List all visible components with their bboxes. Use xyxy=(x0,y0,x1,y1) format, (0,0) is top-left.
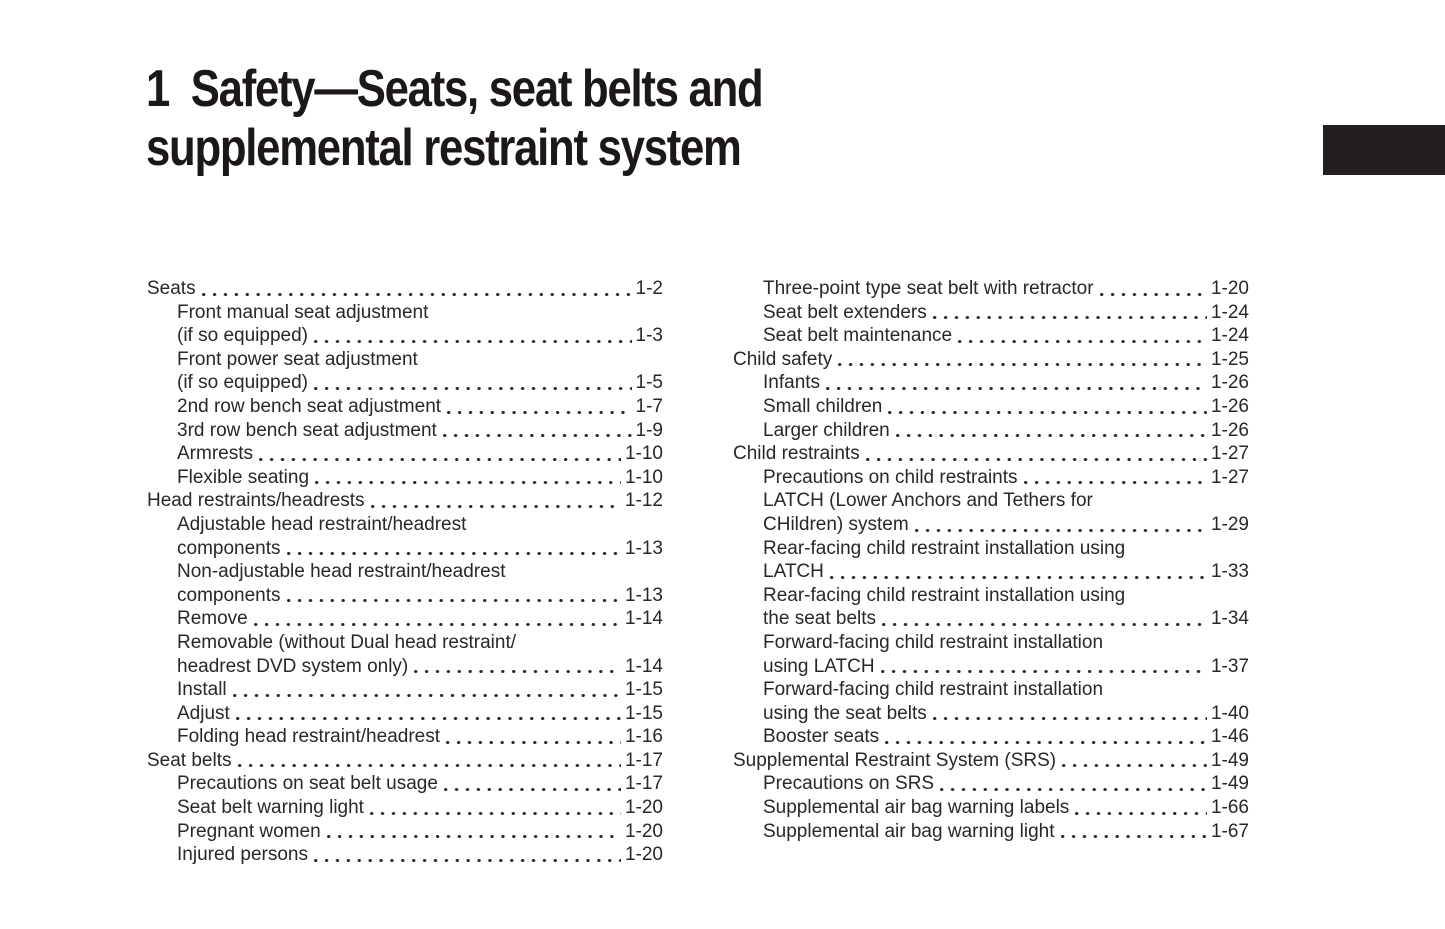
toc-page-number: 1-15 xyxy=(624,679,663,701)
toc-entry-lastline xyxy=(147,489,663,513)
dot-leader xyxy=(322,820,624,844)
toc-entry xyxy=(147,772,663,796)
toc-entry-label: Precautions on seat belt usage xyxy=(177,773,438,795)
toc-page-number: 1-15 xyxy=(624,702,663,724)
dot-leader xyxy=(876,655,1210,679)
dot-leader xyxy=(833,348,1210,372)
toc-entry-lastline xyxy=(733,820,1249,844)
toc-entry-label: using the seat belts xyxy=(763,702,927,724)
toc-page-number: 1-13 xyxy=(624,537,663,559)
toc-entry-label: Adjustable head restraint/headrest xyxy=(177,513,467,535)
toc-entry-lastline xyxy=(733,442,1249,466)
toc-entry-lastline xyxy=(147,395,663,419)
toc-entry xyxy=(147,631,663,678)
toc-entry xyxy=(147,560,663,607)
toc-entry-label: Seat belt maintenance xyxy=(763,325,953,347)
toc-entry xyxy=(147,725,663,749)
toc-entry-label: Seats xyxy=(147,278,196,299)
dot-leader xyxy=(282,584,624,608)
toc-page-number: 1-17 xyxy=(624,773,663,795)
dot-leader xyxy=(439,772,624,796)
toc-entry xyxy=(147,277,663,301)
toc-page-number: 1-34 xyxy=(1210,608,1249,630)
dot-leader xyxy=(1095,277,1210,301)
toc-entry-lastline xyxy=(147,678,663,702)
toc-page-number: 1-12 xyxy=(624,490,663,512)
toc-entry-lastline xyxy=(147,324,663,348)
toc-entry xyxy=(733,725,1249,749)
toc-entry-lastline xyxy=(147,843,663,867)
dot-leader xyxy=(309,324,635,348)
toc-page-number: 1-27 xyxy=(1210,466,1249,488)
toc-page-number: 1-26 xyxy=(1210,395,1249,417)
toc-entry xyxy=(147,419,663,443)
toc-entry xyxy=(147,466,663,490)
toc-entry-label: Rear-facing child restraint installation using xyxy=(763,584,1126,606)
toc-entry-label: components xyxy=(177,537,281,559)
toc-entry-line xyxy=(147,560,663,584)
toc-entry xyxy=(733,324,1249,348)
dot-leader xyxy=(877,607,1210,631)
toc-entry xyxy=(733,419,1249,443)
toc-entry-lastline xyxy=(733,466,1249,490)
toc-page-number: 1-49 xyxy=(1210,773,1249,795)
dot-leader xyxy=(309,843,624,867)
toc-page-number: 1-25 xyxy=(1210,348,1249,370)
toc-entry-label: Front power seat adjustment xyxy=(177,348,418,370)
toc-entry-label: Precautions on SRS xyxy=(763,773,935,795)
toc-entry-label: Seat belt warning light xyxy=(177,797,364,819)
toc-entry-label: Supplemental air bag warning light xyxy=(763,820,1055,842)
toc-page-number: 1-14 xyxy=(624,608,663,630)
toc-entry-line xyxy=(147,348,663,372)
dot-leader xyxy=(442,395,634,419)
chapter-title-line-2: supplemental restraint system xyxy=(146,119,741,177)
toc-entry-label: the seat belts xyxy=(763,608,877,630)
toc-entry-lastline xyxy=(733,419,1249,443)
toc-page-number: 1-37 xyxy=(1210,655,1249,677)
dot-leader xyxy=(366,489,624,513)
dot-leader xyxy=(953,324,1210,348)
toc-page-number: 1-17 xyxy=(624,749,663,771)
toc-entry-lastline xyxy=(733,371,1249,395)
toc-entry-label: Head restraints/headrests xyxy=(147,490,365,512)
toc-page-number: 1-10 xyxy=(624,466,663,488)
dot-leader xyxy=(880,725,1210,749)
toc-page-number: 1-24 xyxy=(1210,301,1249,323)
toc-entry xyxy=(733,301,1249,325)
dot-leader xyxy=(438,419,635,443)
toc-entry-label: Non-adjustable head restraint/headrest xyxy=(177,561,506,583)
toc-page-number: 1-20 xyxy=(624,844,663,866)
dot-leader xyxy=(309,371,635,395)
toc-page-number: 1-29 xyxy=(1210,513,1249,535)
toc-entry xyxy=(733,442,1249,466)
toc-column-right xyxy=(733,277,1249,867)
toc-entry-lastline xyxy=(733,395,1249,419)
toc-entry-lastline xyxy=(733,772,1249,796)
toc-page-number: 1-26 xyxy=(1210,372,1249,394)
toc-entry-lastline xyxy=(147,584,663,608)
toc-entry-label: (if so equipped) xyxy=(177,325,308,347)
dot-leader xyxy=(928,702,1210,726)
chapter-tab-marker xyxy=(1323,125,1445,175)
toc-entry xyxy=(733,772,1249,796)
dot-leader xyxy=(883,395,1210,419)
toc-entry-label: Folding head restraint/headrest xyxy=(177,726,440,748)
toc-entry-lastline xyxy=(147,442,663,466)
dot-leader xyxy=(1070,796,1210,820)
toc-entry-lastline xyxy=(147,725,663,749)
toc-entry-lastline xyxy=(147,371,663,395)
toc-entry-lastline xyxy=(733,301,1249,325)
toc-entry-lastline xyxy=(733,655,1249,679)
toc-entry-line xyxy=(733,489,1249,513)
toc-entry xyxy=(147,702,663,726)
toc-entry-line xyxy=(147,631,663,655)
toc-entry-lastline xyxy=(733,277,1249,301)
toc-entry-lastline xyxy=(733,513,1249,537)
toc-page-number: 1-14 xyxy=(624,655,663,677)
toc-entry-line xyxy=(147,301,663,325)
toc-entry-label: 3rd row bench seat adjustment xyxy=(177,419,437,441)
toc-entry-label: Install xyxy=(177,679,227,701)
toc-entry xyxy=(147,607,663,631)
toc-entry-lastline xyxy=(147,537,663,561)
toc-entry-label: LATCH (Lower Anchors and Tethers for xyxy=(763,490,1093,512)
toc-page-number: 1-5 xyxy=(635,372,663,394)
dot-leader xyxy=(928,301,1210,325)
toc-entry xyxy=(147,489,663,513)
toc-page-number: 1-2 xyxy=(635,278,663,299)
toc-entry-label: Supplemental air bag warning labels xyxy=(763,797,1070,819)
dot-leader xyxy=(249,607,624,631)
toc-entry xyxy=(733,371,1249,395)
toc-entry xyxy=(733,466,1249,490)
dot-leader xyxy=(821,371,1210,395)
dot-leader xyxy=(1056,820,1210,844)
toc-entry-lastline xyxy=(147,277,663,301)
toc-entry-line xyxy=(733,678,1249,702)
toc-entry-label: components xyxy=(177,584,281,606)
toc-entry-label: Child safety xyxy=(733,348,833,370)
toc-entry xyxy=(733,796,1249,820)
dot-leader xyxy=(282,537,624,561)
toc-entry-label: Remove xyxy=(177,608,248,630)
toc-entry-lastline xyxy=(147,419,663,443)
toc-entry-label: Seat belt extenders xyxy=(763,301,927,323)
toc-entry-label: Booster seats xyxy=(763,726,880,748)
toc-entry-label: Adjust xyxy=(177,702,230,724)
toc-entry xyxy=(147,348,663,395)
toc-page-number: 1-7 xyxy=(635,395,663,417)
toc-entry-label: Forward-facing child restraint installation xyxy=(763,631,1104,653)
toc-entry-line xyxy=(733,584,1249,608)
chapter-title-line-1: 1 Safety—Seats, seat belts and xyxy=(146,60,763,118)
toc-entry-label: using LATCH xyxy=(763,655,875,677)
toc-entry xyxy=(733,749,1249,773)
toc-entry xyxy=(733,678,1249,725)
toc-page-number: 1-16 xyxy=(624,726,663,748)
toc-entry xyxy=(733,820,1249,844)
toc-entry-lastline xyxy=(147,820,663,844)
dot-leader xyxy=(891,419,1210,443)
toc-entry-label: Child restraints xyxy=(733,443,860,465)
dot-leader xyxy=(441,725,624,749)
toc-entry-label: Injured persons xyxy=(177,844,308,866)
toc-page-number: 1-20 xyxy=(624,797,663,819)
toc-page-number: 1-40 xyxy=(1210,702,1249,724)
toc-entry xyxy=(147,678,663,702)
toc-entry-line xyxy=(733,537,1249,561)
toc-page-number: 1-67 xyxy=(1210,820,1249,842)
dot-leader xyxy=(935,772,1210,796)
toc-page-number: 1-24 xyxy=(1210,325,1249,347)
toc-entry-label: Rear-facing child restraint installation using xyxy=(763,537,1126,559)
toc-entry-label: (if so equipped) xyxy=(177,372,308,394)
toc-entry-label: Larger children xyxy=(763,419,890,441)
toc-entry xyxy=(733,277,1249,301)
toc-page-number: 1-10 xyxy=(624,443,663,465)
toc-entry xyxy=(147,796,663,820)
toc-entry-line xyxy=(147,513,663,537)
toc-entry xyxy=(733,584,1249,631)
toc-entry xyxy=(733,395,1249,419)
toc-page-number: 1-66 xyxy=(1210,797,1249,819)
dot-leader xyxy=(861,442,1210,466)
toc-page-number: 1-9 xyxy=(635,419,663,441)
toc-page-number: 1-27 xyxy=(1210,443,1249,465)
toc-entry-lastline xyxy=(733,796,1249,820)
toc-entry-lastline xyxy=(733,560,1249,584)
toc-entry-label: LATCH xyxy=(763,561,824,583)
toc-entry xyxy=(147,395,663,419)
toc-page-number: 1-3 xyxy=(635,325,663,347)
toc-entry-lastline xyxy=(147,796,663,820)
dot-leader xyxy=(254,442,624,466)
toc-page-number: 1-49 xyxy=(1210,749,1249,771)
toc-entry-label: Supplemental Restraint System (SRS) xyxy=(733,749,1057,771)
toc-entry xyxy=(147,749,663,773)
toc-entry-label: Small children xyxy=(763,395,883,417)
dot-leader xyxy=(1057,749,1210,773)
dot-leader xyxy=(409,655,624,679)
toc-entry-lastline xyxy=(733,607,1249,631)
toc-entry-lastline xyxy=(147,749,663,773)
toc-entry-lastline xyxy=(733,725,1249,749)
toc-entry-label: Removable (without Dual head restraint/ xyxy=(177,631,517,653)
toc-column-left xyxy=(147,277,663,867)
toc-page-number: 1-20 xyxy=(1210,278,1249,299)
toc-entry-lastline xyxy=(147,772,663,796)
dot-leader xyxy=(365,796,624,820)
table-of-contents xyxy=(147,277,1249,867)
toc-entry-lastline xyxy=(733,348,1249,372)
toc-entry xyxy=(733,537,1249,584)
toc-entry-lastline xyxy=(147,655,663,679)
toc-page-number: 1-26 xyxy=(1210,419,1249,441)
toc-entry xyxy=(733,631,1249,678)
dot-leader xyxy=(233,749,624,773)
toc-entry-label: Three-point type seat belt with retractor xyxy=(763,278,1094,299)
dot-leader xyxy=(231,702,624,726)
toc-entry-lastline xyxy=(147,466,663,490)
toc-entry-label: Seat belts xyxy=(147,749,232,771)
toc-entry-label: Forward-facing child restraint installation xyxy=(763,679,1104,701)
toc-entry-label: Armrests xyxy=(177,443,253,465)
dot-leader xyxy=(228,678,624,702)
dot-leader xyxy=(310,466,624,490)
chapter-title xyxy=(146,60,880,178)
toc-entry-label: CHildren) system xyxy=(763,513,909,535)
toc-entry-lastline xyxy=(147,702,663,726)
toc-entry xyxy=(147,513,663,560)
toc-entry-label: Flexible seating xyxy=(177,466,310,488)
toc-entry xyxy=(733,348,1249,372)
toc-page-number: 1-13 xyxy=(624,584,663,606)
toc-page-number: 1-33 xyxy=(1210,561,1249,583)
toc-entry xyxy=(147,843,663,867)
dot-leader xyxy=(197,277,635,301)
toc-entry xyxy=(147,442,663,466)
toc-entry-label: headrest DVD system only) xyxy=(177,655,409,677)
toc-entry-lastline xyxy=(733,749,1249,773)
toc-entry xyxy=(147,301,663,348)
toc-entry-label: 2nd row bench seat adjustment xyxy=(177,395,442,417)
toc-page-number: 1-20 xyxy=(624,820,663,842)
toc-entry-label: Front manual seat adjustment xyxy=(177,301,429,323)
dot-leader xyxy=(1019,466,1210,490)
toc-page-number: 1-46 xyxy=(1210,726,1249,748)
toc-entry-lastline xyxy=(733,324,1249,348)
toc-entry-lastline xyxy=(733,702,1249,726)
toc-entry-label: Infants xyxy=(763,372,821,394)
toc-entry-label: Precautions on child restraints xyxy=(763,466,1018,488)
dot-leader xyxy=(825,560,1210,584)
toc-entry xyxy=(733,489,1249,536)
dot-leader xyxy=(910,513,1210,537)
toc-entry-line xyxy=(733,631,1249,655)
toc-entry xyxy=(147,820,663,844)
toc-entry-lastline xyxy=(147,607,663,631)
toc-entry-label: Pregnant women xyxy=(177,820,321,842)
